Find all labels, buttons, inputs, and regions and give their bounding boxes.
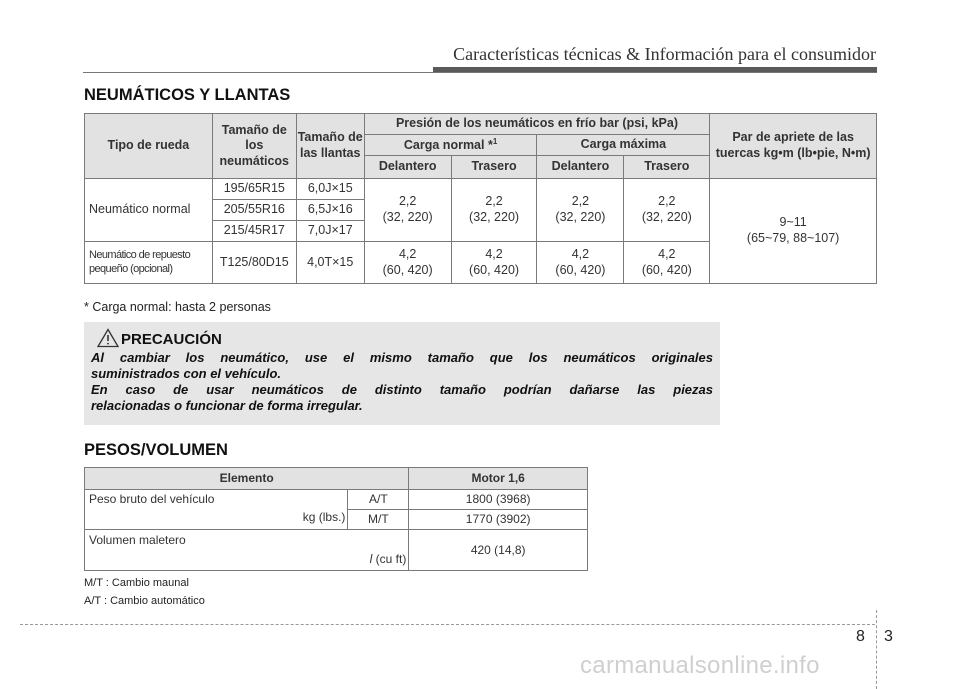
wheel-type-normal: Neumático normal xyxy=(85,179,213,242)
at-value: 1800 (3968) xyxy=(409,490,588,510)
header-rear: Trasero xyxy=(624,156,710,179)
volume-value: 420 (14,8) xyxy=(409,530,588,571)
chapter-number: 8 xyxy=(856,628,865,645)
header-wheel-type: Tipo de rueda xyxy=(85,114,213,179)
pressure-max-rear: 2,2 (32, 220) xyxy=(624,179,710,242)
wheel-type-spare: Neumático de repuesto pequeño (opcional) xyxy=(85,242,213,284)
header-item: Elemento xyxy=(85,468,409,490)
header-engine: Motor 1,6 xyxy=(409,468,588,490)
header-pressure: Presión de los neumáticos en frío bar (psi, kPa) xyxy=(364,114,710,135)
warning-icon xyxy=(97,328,119,348)
rim-size-cell: 4,0T×15 xyxy=(296,242,364,284)
weights-section-title: PESOS/VOLUMEN xyxy=(84,441,228,459)
header-tire-size: Tamaño de los neumáticos xyxy=(212,114,296,179)
note-at: A/T : Cambio automático xyxy=(84,595,205,607)
header-normal-load: Carga normal *$^1$ xyxy=(364,135,537,156)
pressure-spare-normal-front: 4,2 (60, 420) xyxy=(364,242,451,284)
caution-line: En caso de usar neumáticos de distinto tamaño podrían dañarse las piezas xyxy=(91,382,713,397)
gross-weight-label: Peso bruto del vehículo xyxy=(89,492,215,506)
page-number: 3 xyxy=(884,628,893,645)
page-header-title: Características técnicas & Información para el consumidor xyxy=(453,44,876,64)
caution-box xyxy=(84,322,720,425)
caution-line: Al cambiar los neumático, use el mismo tamaño que los neumáticos originales xyxy=(91,350,713,365)
caution-title: PRECAUCIÓN xyxy=(121,331,222,348)
note-mt: M/T : Cambio maunal xyxy=(84,577,189,589)
tire-size-cell: 215/45R17 xyxy=(212,221,296,242)
rim-size-cell: 7,0J×17 xyxy=(296,221,364,242)
rim-size-cell: 6,0J×15 xyxy=(296,179,364,200)
header-rule xyxy=(83,72,877,73)
mt-value: 1770 (3902) xyxy=(409,510,588,530)
tires-footnote: * Carga normal: hasta 2 personas xyxy=(84,300,271,314)
pressure-normal-rear: 2,2 (32, 220) xyxy=(451,179,537,242)
header-front: Delantero xyxy=(364,156,451,179)
header-max-load: Carga máxima xyxy=(537,135,710,156)
weights-table xyxy=(84,467,588,571)
torque-value: 9~11 (65~79, 88~107) xyxy=(710,179,877,284)
volume-label: Volumen maletero xyxy=(89,533,186,547)
pressure-spare-max-front: 4,2 (60, 420) xyxy=(537,242,624,284)
pressure-max-front: 2,2 (32, 220) xyxy=(537,179,624,242)
watermark: carmanualsonline.info xyxy=(580,652,820,679)
pressure-normal-front: 2,2 (32, 220) xyxy=(364,179,451,242)
tire-size-cell: T125/80D15 xyxy=(212,242,296,284)
tires-section-title: NEUMÁTICOS Y LLANTAS xyxy=(84,86,291,104)
caution-text xyxy=(91,350,713,414)
page-divider xyxy=(876,610,877,689)
tire-size-cell: 195/65R15 xyxy=(212,179,296,200)
mt-label: M/T xyxy=(348,510,409,530)
volume-cell xyxy=(85,530,409,571)
caution-line: relacionadas o funcionar de forma irregular. xyxy=(91,398,363,413)
gross-weight-cell xyxy=(85,490,348,530)
header-rear: Trasero xyxy=(451,156,537,179)
volume-unit: l (cu ft) xyxy=(369,552,407,566)
at-label: A/T xyxy=(348,490,409,510)
header-rim-size: Tamaño de las llantas xyxy=(296,114,364,179)
caution-line: suministrados con el vehículo. xyxy=(91,366,281,381)
pressure-spare-max-rear: 4,2 (60, 420) xyxy=(624,242,710,284)
tire-size-cell: 205/55R16 xyxy=(212,200,296,221)
footer-rule xyxy=(20,624,875,625)
pressure-spare-normal-rear: 4,2 (60, 420) xyxy=(451,242,537,284)
tires-table xyxy=(84,113,877,284)
rim-size-cell: 6,5J×16 xyxy=(296,200,364,221)
header-torque: Par de apriete de las tuercas kg•m (lb•pie, N•m) xyxy=(710,114,877,179)
gross-weight-unit: kg (lbs.) xyxy=(302,510,346,524)
header-front: Delantero xyxy=(537,156,624,179)
